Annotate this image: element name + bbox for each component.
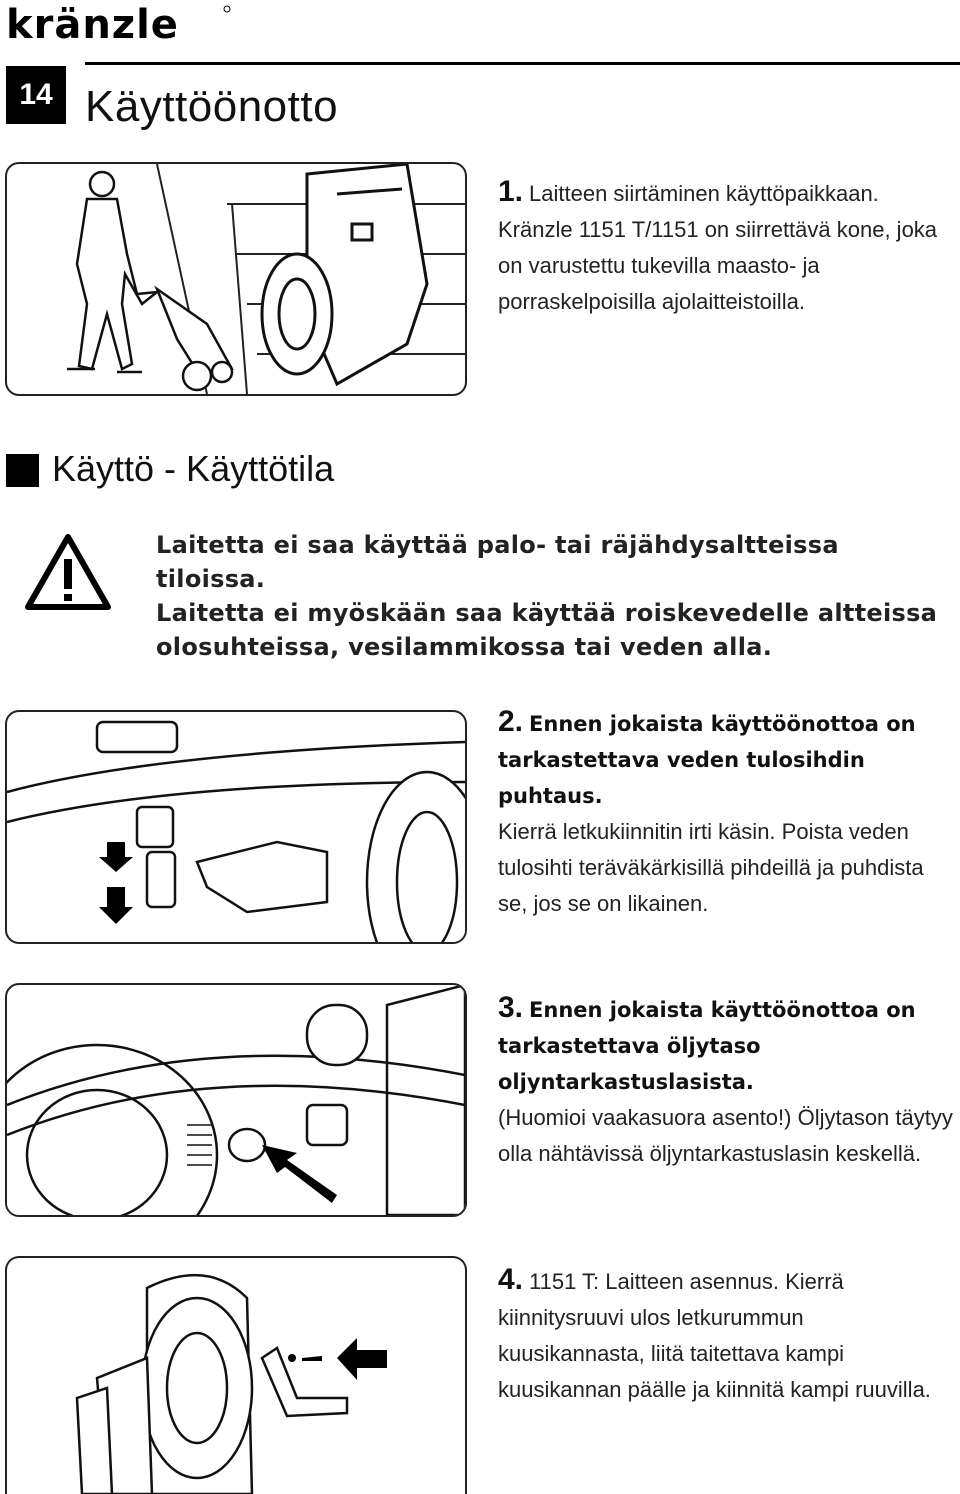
warning-line-1: Laitetta ei saa käyttää palo- tai räjähdysaltteissa tiloissa. xyxy=(156,531,839,593)
step-text: 1151 T: Laitteen asennus. Kierrä kiinnitysruuvi ulos letkurummun kuusikannasta, liitä taitettava kampi kuusikannan päälle ja kiinnitä kampi ruuvilla. xyxy=(498,1269,931,1402)
step-text: Laitteen siirtäminen käyttöpaikkaan. Kränzle 1151 T/1151 on siirrettävä kone, joka on varustettu tukevilla maasto- ja porraskelpoisilla ajolaitteistoilla. xyxy=(498,181,938,314)
step-text: Kierrä letkukiinnitin irti käsin. Poista veden tulosihti teräväkärkisillä pihdeillä ja puhdista se, jos se on likainen. xyxy=(498,819,924,916)
step-bold-text: Ennen jokaista käyttöönottoa on tarkastettava veden tulosihdin puhtaus. xyxy=(498,712,916,808)
logo-wordmark: kränzle xyxy=(6,4,179,42)
step-2 xyxy=(498,704,958,922)
step-number: 2. xyxy=(498,705,524,738)
page-number: 14 xyxy=(6,66,66,124)
step-bold-text: Ennen jokaista käyttöönottoa on tarkastettava öljytaso oljyntarkastuslasista. xyxy=(498,998,916,1094)
page-title: Käyttöönotto xyxy=(85,82,339,131)
kranzle-logo xyxy=(6,4,231,42)
step-3 xyxy=(498,990,958,1172)
section-bullet xyxy=(6,454,39,487)
step-number: 1. xyxy=(498,175,524,208)
figure-crank-illustration xyxy=(5,1256,467,1494)
step-1 xyxy=(498,174,938,320)
figure-oil-level-illustration xyxy=(5,983,467,1217)
step-text: (Huomioi vaakasuora asento!) Öljytason täytyy olla nähtävissä öljyntarkastuslasin keskellä. xyxy=(498,1105,953,1166)
header-rule xyxy=(85,62,960,65)
step-4 xyxy=(498,1262,938,1408)
section-title: Käyttö - Käyttötila xyxy=(52,448,335,489)
warning-icon xyxy=(24,533,112,611)
figure-inlet-filter-illustration xyxy=(5,710,467,944)
warning-text xyxy=(156,528,946,664)
warning-line-2: Laitetta ei myöskään saa käyttää roiskevedelle altteissa olosuhteissa, vesilammikossa tai veden alla. xyxy=(156,599,938,661)
step-number: 4. xyxy=(498,1263,524,1296)
step-number: 3. xyxy=(498,991,524,1024)
figure-transport-illustration xyxy=(5,162,467,396)
